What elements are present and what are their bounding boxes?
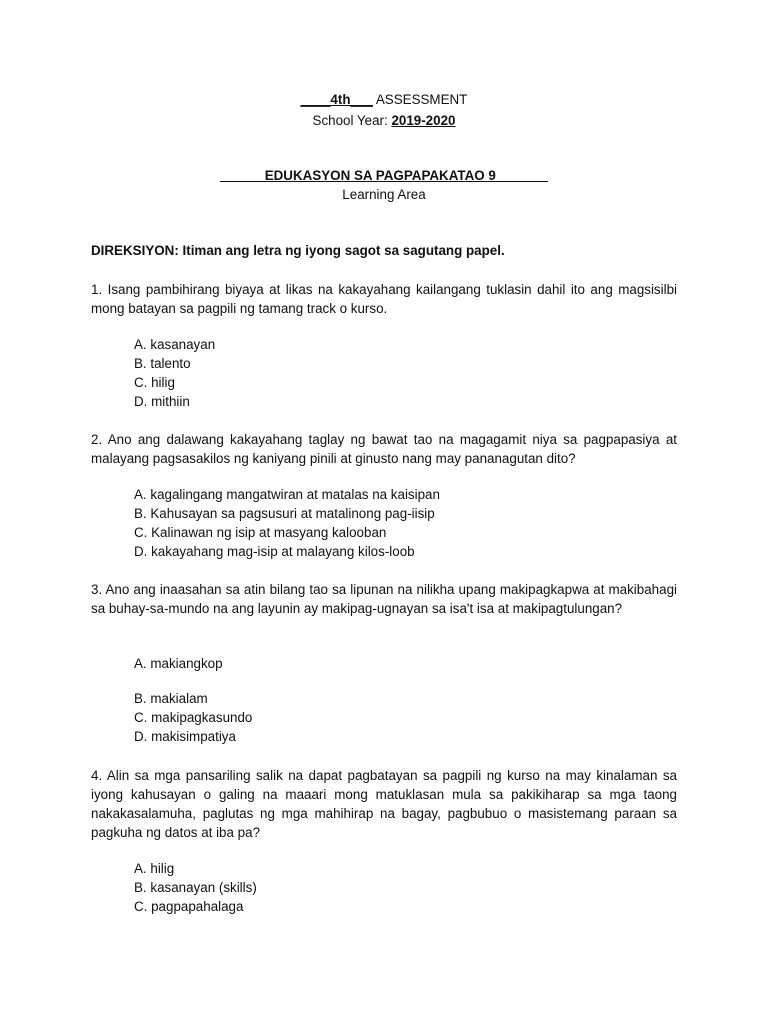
choices-2 (134, 485, 440, 561)
quarter-blank-after: ___ (350, 92, 373, 107)
choice-3c[interactable]: C. makipagkasundo (134, 710, 253, 725)
choice-2a[interactable]: A. kagalingang mangatwiran at matalas na kaisipan (134, 487, 440, 502)
choice-1b[interactable]: B. talento (134, 356, 191, 371)
subject-blank-before: ______ (220, 168, 265, 183)
school-year-label: School Year: (312, 113, 392, 128)
school-year-value: 2019-2020 (391, 113, 456, 128)
directions: DIREKSIYON: Itiman ang letra ng iyong sagot sa sagutang papel. (91, 243, 505, 258)
choice-1c[interactable]: C. hilig (134, 375, 175, 390)
choice-4c[interactable]: C. pagpapahalaga (134, 899, 244, 914)
choice-2d[interactable]: D. kakayahang mag-isip at malayang kilos-loob (134, 544, 415, 559)
choice-3b[interactable]: B. makialam (134, 691, 208, 706)
learning-area-label: Learning Area (342, 187, 426, 202)
choice-2b[interactable]: B. Kahusayan sa pagsusuri at matalinong pag-iisip (134, 506, 435, 521)
subject-title: EDUKASYON SA PAGPAPAKATAO 9 (264, 168, 496, 183)
choice-3d[interactable]: D. makisimpatiya (134, 729, 236, 744)
question-3: 3. Ano ang inaasahan sa atin bilang tao sa lipunan na nilikha upang makipagkapwa at makibahagi sa buhay-sa-mundo na ang layunin ay makipag-ugnayan sa isa't isa at makipagtulungan? (91, 582, 677, 616)
quarter-value: 4th (330, 92, 351, 107)
question-1: 1. Isang pambihirang biyaya at likas na kakayahang kailangang tuklasin dahil ito ang magsisilbi mong batayan sa pagpili ng tamang track o kurso. (91, 282, 677, 316)
choice-4b[interactable]: B. kasanayan (skills) (134, 880, 257, 895)
assessment-heading (0, 92, 768, 107)
choice-1d[interactable]: D. mithiin (134, 394, 190, 409)
choices-1 (134, 335, 215, 411)
choice-1a[interactable]: A. kasanayan (134, 337, 216, 352)
choice-2c[interactable]: C. Kalinawan ng isip at masyang kalooban (134, 525, 387, 540)
quarter-blank-before: ____ (300, 92, 331, 107)
choices-4 (134, 859, 257, 916)
school-year-line (0, 113, 768, 128)
choice-3a[interactable]: A. makiangkop (134, 656, 223, 671)
question-4: 4. Alin sa mga pansariling salik na dapat pagbatayan sa pagpili ng kurso na may kinalaman sa iyong kahusayan o galing na maaari mong matuklasan mula sa pakikiharap sa mga taong nakakasalamuha, paglutas ng mga mahihirap na bagay, pagbubuo o masistemang paraan sa pagkuha ng datos at iba pa? (91, 768, 677, 840)
question-2: 2. Ano ang dalawang kakayahang taglay ng bawat tao na magagamit niya sa pagpapasiya at malayang pagsasakilos ng kaniyang pinili at ginusto nang may pananagutan dito? (91, 432, 677, 466)
choices-3 (134, 654, 252, 746)
choice-4a[interactable]: A. hilig (134, 861, 175, 876)
subject-line (0, 168, 768, 183)
subject-blank-after: _______ (495, 168, 548, 183)
quarter-field (301, 92, 373, 107)
assessment-label: ASSESSMENT (372, 92, 468, 107)
